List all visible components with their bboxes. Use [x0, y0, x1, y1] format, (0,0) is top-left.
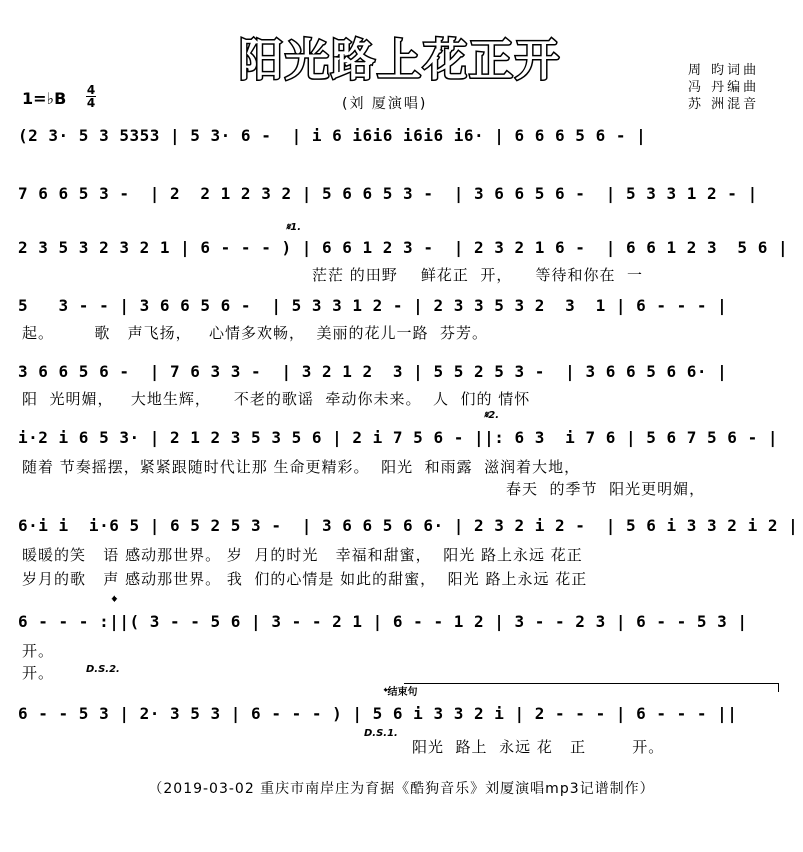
singer-label: (刘 厦演唱): [342, 96, 428, 112]
time-bottom: 4: [86, 96, 96, 110]
time-signature: [86, 84, 96, 109]
segno-1-mark: 𝄋1.: [286, 222, 302, 233]
credit-mixer: 苏 洲混音: [688, 97, 760, 112]
credits: [688, 62, 759, 113]
lyrics-row-3: 茫茫 的田野 鲜花正 开， 等待和你在 一: [312, 266, 643, 284]
coda-mark: 𝄌: [112, 594, 117, 610]
ending-bracket: [404, 683, 779, 692]
coda-ending-label: 𝄌结束句: [384, 687, 418, 698]
notation-row-3: 2 3 5 3 2 3 2 1 | 6 - - - ) | 6 6 1 2 3 - | 2 3 2 1 6 - | 6 6 1 2 3 5 6 |: [18, 238, 789, 257]
lyrics-row-5: 阳 光明媚， 大地生辉， 不老的歌谣 牵动你未来。 人 们的 情怀: [22, 390, 531, 408]
notation-row-8: 6 - - - :||( 3 - - 5 6 | 3 - - 2 1 | 6 - - 1 2 | 3 - - 2 3 | 6 - - 5 3 |: [18, 612, 748, 631]
segno-2-mark: 𝄋2.: [484, 410, 500, 421]
lyrics-row-8a: 开。: [22, 642, 55, 660]
footer-note: （2019-03-02 重庆市南岸庄为育据《酷狗音乐》刘厦演唱mp3记谱制作）: [148, 781, 655, 797]
notation-row-2: 7 6 6 5 3 - | 2 2 1 2 3 2 | 5 6 6 5 3 - | 3 6 6 5 6 - | 5 3 3 1 2 - |: [18, 184, 758, 203]
lyrics-row-9: 阳光 路上 永远 花 正 开。: [412, 738, 665, 756]
lyrics-row-7b: 岁月的歌 声 感动那世界。 我 们的心情是 如此的甜蜜， 阳光 路上永远 花正: [22, 570, 588, 588]
lyrics-row-6a: 随着 节奏摇摆，紧紧跟随时代让那 生命更精彩。 阳光 和雨露 滋润着大地，: [22, 458, 581, 476]
notation-row-5: 3 6 6 5 6 - | 7 6 3 3 - | 3 2 1 2 3 | 5 5 2 5 3 - | 3 6 6 5 6 6· |: [18, 362, 728, 381]
lyrics-row-4: 起。 歌 声飞扬， 心情多欢畅， 美丽的花儿一路 芬芳。: [22, 324, 489, 342]
credit-arranger: 冯 丹编曲: [688, 80, 760, 95]
key-signature: 1=♭B: [22, 89, 67, 108]
notation-row-6: i·2 i 6 5 3· | 2 1 2 3 5 3 5 6 | 2 i 7 5 6 - ||: 6 3 i 7 6 | 5 6 7 5 6 - |: [18, 428, 778, 447]
lyrics-row-8b: 开。: [22, 664, 55, 682]
notation-row-9: 6 - - 5 3 | 2· 3 5 3 | 6 - - - ) | 5 6 i 3 3 2 i | 2 - - - | 6 - - - ||: [18, 704, 738, 723]
ds2-mark: D.S.2.: [86, 664, 120, 675]
ds1-mark: D.S.1.: [364, 728, 398, 739]
credit-lyrics: 周 昀词曲: [688, 63, 760, 78]
lyrics-row-7a: 暖暖的笑 语 感动那世界。 岁 月的时光 幸福和甜蜜， 阳光 路上永远 花正: [22, 546, 583, 564]
time-top: 4: [86, 83, 96, 97]
notation-row-1: (2 3· 5 3 5353 | 5 3· 6 - | i 6 i6i6 i6i6 i6· | 6 6 6 5 6 - |: [18, 126, 647, 145]
notation-row-7: 6·i i i·6 5 | 6 5 2 5 3 - | 3 6 6 5 6 6· | 2 3 2 i 2 - | 5 6 i 3 3 2 i 2 |: [18, 516, 799, 535]
lyrics-row-6b: 春天 的季节 阳光更明媚，: [506, 480, 706, 498]
song-title: 阳光路上花正开: [239, 35, 561, 86]
notation-row-4: 5 3 - - | 3 6 6 5 6 - | 5 3 3 1 2 - | 2 3 3 5 3 2 3 1 | 6 - - - |: [18, 296, 728, 315]
